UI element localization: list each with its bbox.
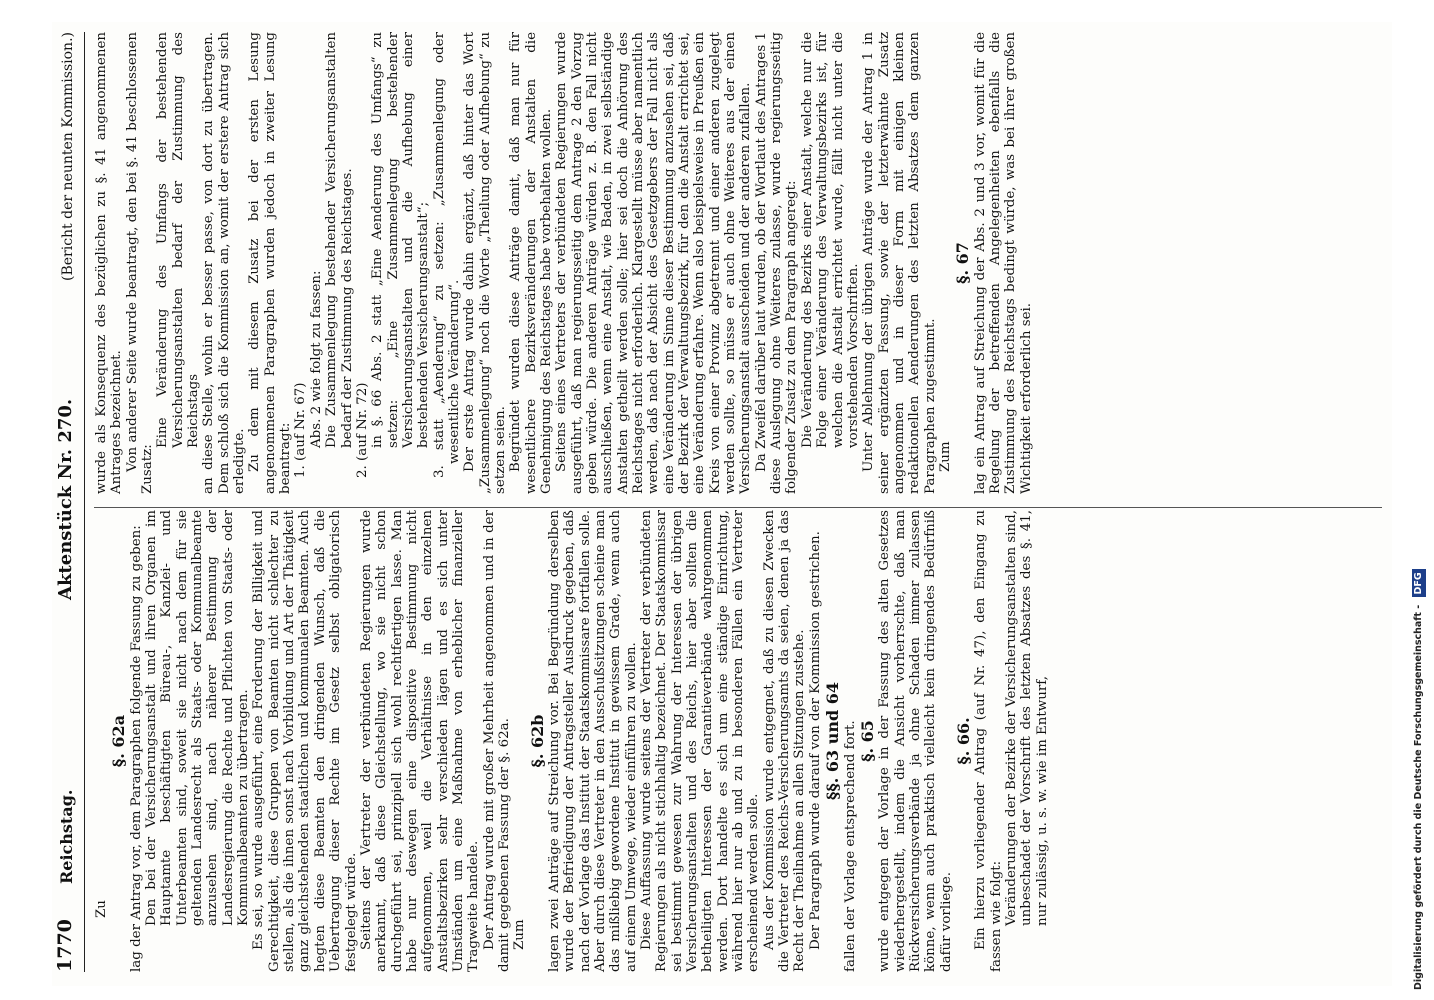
dfg-logo: DFG bbox=[1412, 569, 1426, 597]
paragraph: lag der Antrag vor, dem Paragraphen folgende Fassung zu geben: bbox=[128, 525, 144, 972]
section-heading: §. 62a bbox=[109, 714, 129, 768]
paragraph: 1. (auf Nr. 67) bbox=[293, 382, 309, 478]
paragraph: Von anderer Seite wurde beantragt, den bei §. 41 beschlossenen Zusatz: bbox=[124, 32, 156, 494]
digitization-text: Digitalisierung gefördert durch die Deutsche Forschungsgemeinschaft - bbox=[1413, 604, 1424, 990]
paragraph: Es sei, so wurde ausgeführt, eine Forderung der Billigkeit und Gerechtigkeit, diese Gruppen von Beamten nicht schlechter zu stellen, als die ihnen sonst nach Vorbildung und Art der Thätigkeit ganz gleichstehenden staatlichen und kommunalen Beamten. Auch hegten diese Beamten den dringenden Wunsch, daß die Uebertragung dieser Rechte im Gesetz selbst obligatorisch festgelegt würde. bbox=[251, 510, 359, 972]
paragraph: Die Veränderung des Bezirks einer Anstalt, welche nur die Folge einer Veränderung des Verwaltungsbezirks ist, für welchen die Anstalt errichtet wurde, fällt nicht unter die vorstehenden Vorschriften. bbox=[799, 32, 861, 448]
paragraph: Zum bbox=[512, 919, 528, 950]
paragraph: 2. (auf Nr. 72) bbox=[354, 382, 370, 478]
paragraph: lagen zwei Anträge auf Streichung vor. Bei Begründung derselben wurde der Befriedigung der Antragsteller Ausdruck gegeben, daß nach der Vorlage das Institut der Staatskommissare fortfallen solle. Aber durch diese Vertreter in den Ausschußsitzungen scheine man das mißliebig gewordene Institut in gewissem Grade, wenn auch auf einem Umwege, wieder einführen zu wollen. bbox=[546, 510, 639, 972]
paragraph: Abs. 2 wie folgt zu fassen: bbox=[308, 270, 324, 448]
header-title: Aktenstück Nr. 270. bbox=[55, 398, 76, 600]
paragraph: wurde entgegen der Vorlage in der Fassung des alten Gesetzes wiederhergestellt, indem die Ansicht vorherrschte, daß man Rückversicherungsverbände ja ohne Schaden immer zulassen könne, wenn auch praktisch vielleicht kein dringendes Bedürfniß dafür vorliege. bbox=[877, 510, 954, 972]
header-left: Reichstag. bbox=[57, 789, 76, 884]
paragraph: Unter Ablehnung der übrigen Anträge wurde der Antrag 1 in seiner ergänzten Fassung, sowie der letzterwähnte Zusatz angenommen und in dieser Form mit einigen kleinen redaktionellen Aenderungen des letzten Absatzes dem ganzen Paragraphen zugestimmt. bbox=[861, 32, 938, 494]
paragraph: Seitens eines Vertreters der verbündeten Regierungen wurde ausgeführt, daß man regierungsseitig dem Antrage 2 den Vorzug geben würde. Die anderen Anträge würden z. B. den Fall nicht ausschließen, wenn eine Anstalt, wie Baden, in zwei selbständige Anstalten getheilt werden solle; hier sei doch die Anhörung des Reichstages nicht erforderlich. Klargestellt müsse aber namentlich werden, daß nach der Absicht des Gesetzgebers der Fall nicht als eine Veränderung im Sinne dieser Bestimmung anzusehen sei, daß der Bezirk der Verwaltungsbezirk, für den die Anstalt errichtet sei, eine Veränderung erfahre. Wenn also beispielsweise in Preußen ein Kreis von einer Provinz abgetrennt und einer anderen zugelegt werden sollte, so müsse er auch ohne Weiteres aus der einen Versicherungsanstalt ausscheiden und der anderen zufallen. bbox=[554, 32, 754, 494]
header-right: (Bericht der neunten Kommission.) bbox=[60, 32, 76, 281]
column-divider bbox=[94, 507, 1382, 508]
scanned-page bbox=[52, 22, 1392, 986]
right-column bbox=[94, 32, 1034, 494]
paragraph: fallen der Vorlage entsprechend fort. bbox=[842, 720, 858, 972]
section-heading: §. 62b bbox=[527, 714, 547, 768]
paragraph: an diese Stelle, wohin er besser passe, von dort zu übertragen. Dem schloß sich die Kommission an, womit der erstere Antrag sich erledigte. bbox=[201, 32, 248, 494]
paragraph: Der Antrag wurde mit großer Mehrheit angenommen und in der damit gegebenen Fassung der §. 62a. bbox=[481, 510, 512, 972]
paragraph: Zu bbox=[94, 900, 109, 918]
digitization-note bbox=[1412, 10, 1426, 990]
paragraph: in §. 66 Abs. 2 statt „Eine Aenderung des Umfangs“ zu setzen: „Eine Zusammenlegung bestehender Versicherungsanstalten und die Aufhebung einer bestehenden Versicherungsanstalt“; bbox=[370, 32, 432, 448]
paragraph: Begründet wurden diese Anträge damit, daß man nur für wesentlichere Bezirksveränderungen der Anstalten die Genehmigung des Reichstages habe vorbehalten wollen. bbox=[508, 32, 554, 494]
paragraph: Der Paragraph wurde darauf von der Kommission gestrichen. bbox=[807, 531, 823, 950]
paragraph: Den bei der Versicherungsanstalt und ihren Organen im Hauptamte beschäftigten Büreau-, Kanzlei- und Unterbeamten sind, soweit sie nicht nach dem für sie geltenden Landesrecht als Staats- oder Kommunalbeamte anzusehen sind, nach näherer Bestimmung der Landesregierung die Rechte und Pflichten von Staats- oder Kommunalbeamten zu übertragen. bbox=[144, 510, 252, 926]
paragraph: Veränderungen der Bezirke der Versicherungsanstalten sind, unbeschadet der Vorschrift des letzten Absatzes des §. 41, nur zulässig, u. s. w. wie im Entwurf, bbox=[1003, 510, 1050, 926]
paragraph: Zu dem mit diesem Zusatz bei der ersten Lesung angenommenen Paragraphen wurden jedoch in zweiter Lesung beantragt: bbox=[247, 32, 294, 494]
section-heading: §. 67 bbox=[953, 242, 973, 284]
paragraph: Seitens der Vertreter der verbündeten Regierungen wurde anerkannt, daß diese Gleichstellung, wo sie nicht schon durchgeführt sei, prinzipiell sich wohl rechtfertigen lasse. Man habe nur deswegen eine dispositive Bestimmung nicht aufgenommen, weil die Verhältnisse in den einzelnen Anstaltsbezirken sehr verschieden lägen und es sich unter Umständen um eine Maßnahme von erheblicher finanzieller Tragweite handele. bbox=[358, 510, 482, 972]
page-header bbox=[56, 32, 85, 972]
paragraph: Da Zweifel darüber laut wurden, ob der Wortlaut des Antrages 1 diese Auslegung ohne Weiteres zulasse, wurde regierungsseitig folgender Zusatz zu dem Paragraph angeregt: bbox=[753, 32, 800, 494]
paragraph: wurde als Konsequenz des bezüglichen zu §. 41 angenommenen Antrages bezeichnet. bbox=[94, 32, 125, 494]
section-heading: §. 66. bbox=[953, 717, 973, 765]
left-column bbox=[94, 510, 1050, 972]
page-number: 1770 bbox=[54, 919, 76, 972]
paragraph: lag ein Antrag auf Streichung der Abs. 2 und 3 vor, womit für die Regelung der betreffenden Angelegenheiten ebenfalls die Zustimmung des Reichstags bedingt würde, was bei ihrer großen Wichtigkeit erforderlich sei. bbox=[972, 32, 1034, 494]
section-heading: §. 65 bbox=[857, 720, 877, 762]
paragraph: Die Zusammenlegung bestehender Versicherungsanstalten bedarf der Zustimmung des Reichstages. bbox=[324, 32, 355, 448]
paragraph: Zum bbox=[937, 441, 953, 472]
paragraph: 3. statt „Aenderung“ zu setzen: „Zusammenlegung oder wesentliche Veränderung“. bbox=[431, 32, 462, 478]
paragraph: Ein hierzu vorliegender Antrag (auf Nr. 47), den Eingang zu fassen wie folgt: bbox=[973, 510, 1004, 972]
rotated-page bbox=[52, 22, 1392, 986]
paragraph: Der erste Antrag wurde dahin ergänzt, daß hinter das Wort „Zusammenlegung“ noch die Worte „Theilung oder Aufhebung“ zu setzen seien. bbox=[462, 32, 508, 494]
paragraph: Eine Veränderung des Umfangs der bestehenden Versicherungsanstalten bedarf der Zustimmung des Reichstags bbox=[155, 32, 202, 448]
section-heading: §§. 63 und 64 bbox=[823, 682, 843, 800]
paragraph: Aus der Kommission wurde entgegnet, daß zu diesen Zwecken die Vertreter des Reichs-Versicherungsamts da seien, denen ja das Recht der Theilnahme an allen Sitzungen zustehe. bbox=[761, 510, 808, 972]
paragraph: Diese Auffassung wurde seitens der Vertreter der verbündeten Regierungen als nicht stichhaltig bezeichnet. Der Staatskommissar sei bestimmt gewesen zur Wahrung der Interessen der übrigen Versicherungsanstalten und des Reichs, hier aber sollten die betheiligten Interessen der Garantieverbände wahrgenommen werden. Dort handelte es sich um eine ständige Einrichtung, während hier nur ab und zu in besonderen Fällen ein Vertreter erscheinend werden solle. bbox=[639, 510, 762, 972]
